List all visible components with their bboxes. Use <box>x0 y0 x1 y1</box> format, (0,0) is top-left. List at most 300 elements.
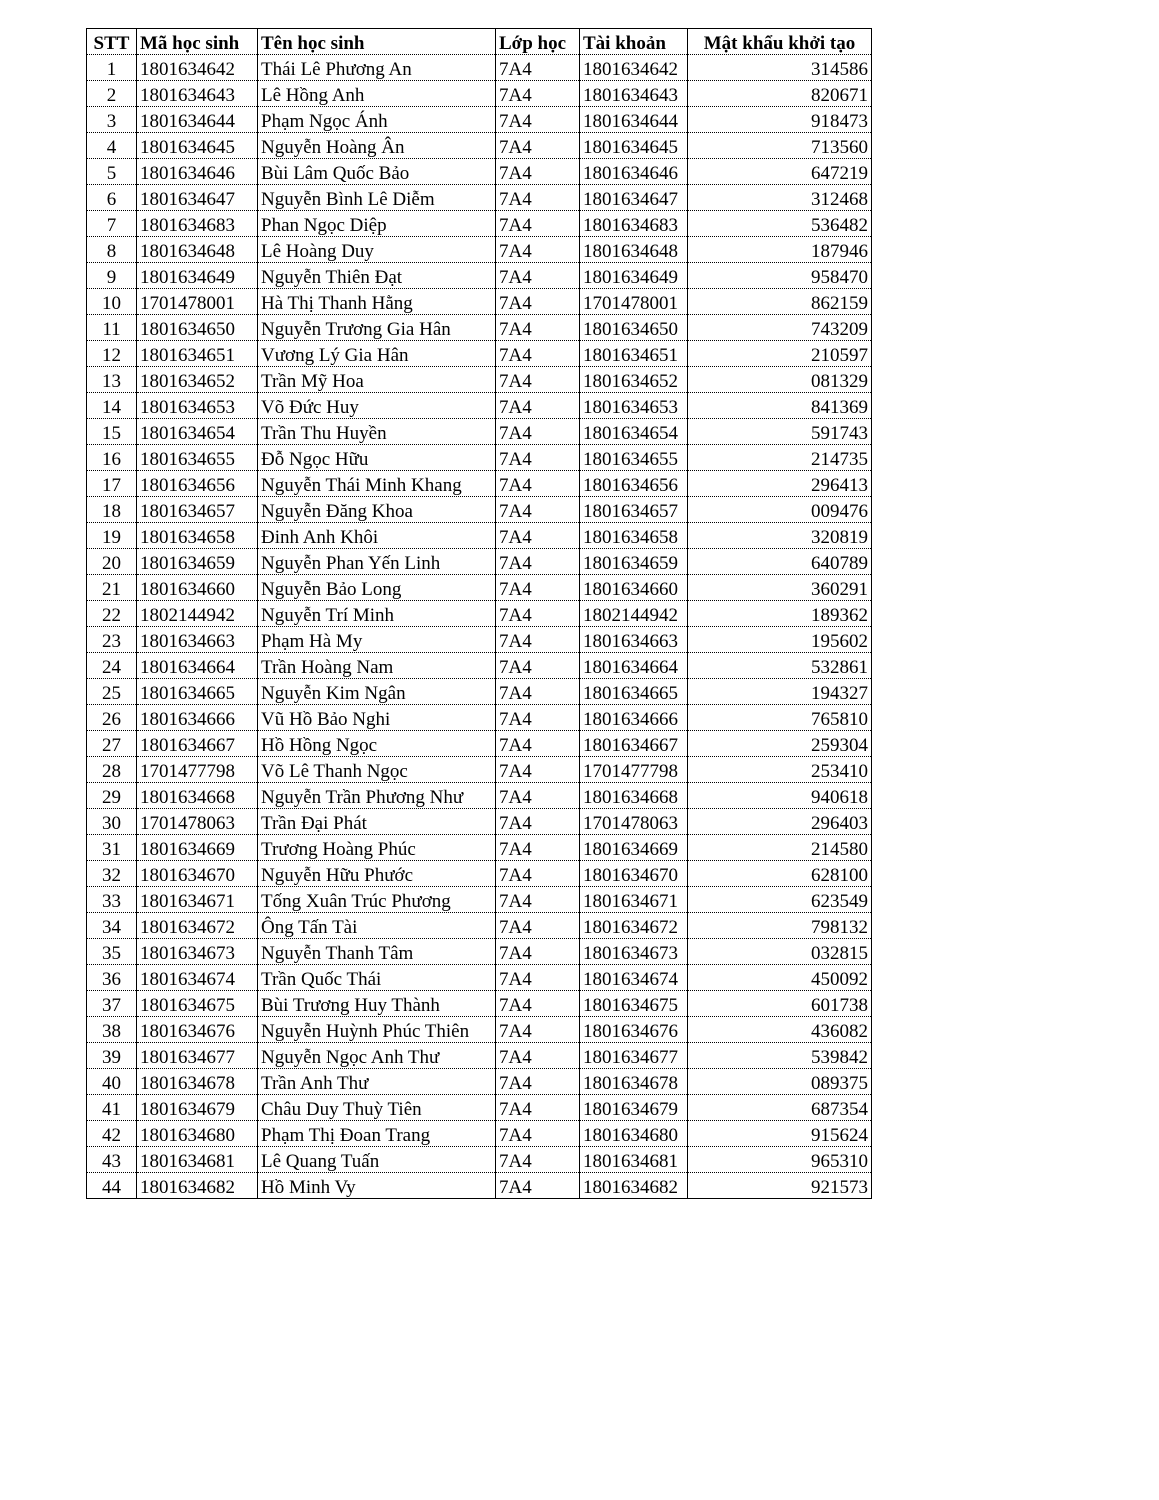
table-row <box>87 471 872 497</box>
cell-student-name: Lê Hoàng Duy <box>258 237 496 263</box>
cell-account: 1801634670 <box>580 861 688 887</box>
cell-student-id: 1801634655 <box>137 445 258 471</box>
cell-class: 7A4 <box>496 679 580 705</box>
cell-class: 7A4 <box>496 55 580 81</box>
cell-class: 7A4 <box>496 393 580 419</box>
cell-stt: 29 <box>87 783 137 809</box>
table-row <box>87 159 872 185</box>
cell-stt: 5 <box>87 159 137 185</box>
cell-class: 7A4 <box>496 471 580 497</box>
table-row <box>87 1017 872 1043</box>
cell-student-name: Hồ Minh Vy <box>258 1173 496 1199</box>
cell-student-id: 1801634682 <box>137 1173 258 1199</box>
cell-stt: 23 <box>87 627 137 653</box>
cell-account: 1701478001 <box>580 289 688 315</box>
table-row <box>87 1095 872 1121</box>
table-row <box>87 575 872 601</box>
cell-class: 7A4 <box>496 1121 580 1147</box>
cell-student-id: 1801634660 <box>137 575 258 601</box>
cell-student-id: 1801634653 <box>137 393 258 419</box>
cell-password: 958470 <box>688 263 872 289</box>
cell-class: 7A4 <box>496 887 580 913</box>
cell-student-id: 1802144942 <box>137 601 258 627</box>
cell-student-id: 1801634673 <box>137 939 258 965</box>
cell-class: 7A4 <box>496 523 580 549</box>
table-row <box>87 705 872 731</box>
cell-student-id: 1801634672 <box>137 913 258 939</box>
table-header <box>87 29 872 55</box>
cell-password: 314586 <box>688 55 872 81</box>
cell-student-id: 1801634659 <box>137 549 258 575</box>
cell-stt: 4 <box>87 133 137 159</box>
cell-account: 1801634664 <box>580 653 688 679</box>
cell-stt: 10 <box>87 289 137 315</box>
table-row <box>87 289 872 315</box>
cell-account: 1801634677 <box>580 1043 688 1069</box>
table-row <box>87 809 872 835</box>
table-row <box>87 55 872 81</box>
cell-student-name: Nguyễn Bảo Long <box>258 575 496 601</box>
cell-password: 965310 <box>688 1147 872 1173</box>
cell-student-id: 1801634645 <box>137 133 258 159</box>
cell-stt: 9 <box>87 263 137 289</box>
student-account-table <box>86 28 872 1199</box>
cell-password: 189362 <box>688 601 872 627</box>
header-account: Tài khoản <box>580 29 688 55</box>
cell-student-id: 1701478063 <box>137 809 258 835</box>
header-student-name: Tên học sinh <box>258 29 496 55</box>
header-class: Lớp học <box>496 29 580 55</box>
cell-stt: 3 <box>87 107 137 133</box>
cell-password: 640789 <box>688 549 872 575</box>
cell-password: 647219 <box>688 159 872 185</box>
table-row <box>87 679 872 705</box>
cell-account: 1801634678 <box>580 1069 688 1095</box>
table-row <box>87 939 872 965</box>
cell-student-name: Nguyễn Thái Minh Khang <box>258 471 496 497</box>
cell-stt: 14 <box>87 393 137 419</box>
table-row <box>87 913 872 939</box>
cell-stt: 16 <box>87 445 137 471</box>
cell-password: 089375 <box>688 1069 872 1095</box>
cell-student-name: Nguyễn Bình Lê Diễm <box>258 185 496 211</box>
cell-account: 1801634649 <box>580 263 688 289</box>
cell-password: 195602 <box>688 627 872 653</box>
cell-password: 539842 <box>688 1043 872 1069</box>
cell-student-name: Trần Thu Huyền <box>258 419 496 445</box>
cell-password: 210597 <box>688 341 872 367</box>
table-row <box>87 1121 872 1147</box>
cell-stt: 19 <box>87 523 137 549</box>
cell-stt: 44 <box>87 1173 137 1199</box>
cell-stt: 25 <box>87 679 137 705</box>
cell-password: 360291 <box>688 575 872 601</box>
cell-student-name: Phạm Ngọc Ánh <box>258 107 496 133</box>
cell-student-name: Đỗ Ngọc Hữu <box>258 445 496 471</box>
cell-student-name: Châu Duy Thuỳ Tiên <box>258 1095 496 1121</box>
cell-password: 628100 <box>688 861 872 887</box>
cell-account: 1801634658 <box>580 523 688 549</box>
cell-account: 1801634651 <box>580 341 688 367</box>
table-row <box>87 263 872 289</box>
cell-student-id: 1701478001 <box>137 289 258 315</box>
cell-class: 7A4 <box>496 861 580 887</box>
cell-class: 7A4 <box>496 1043 580 1069</box>
cell-student-id: 1801634650 <box>137 315 258 341</box>
cell-student-id: 1801634646 <box>137 159 258 185</box>
table-row <box>87 1173 872 1199</box>
cell-stt: 35 <box>87 939 137 965</box>
cell-password: 009476 <box>688 497 872 523</box>
cell-student-name: Nguyễn Trí Minh <box>258 601 496 627</box>
cell-password: 032815 <box>688 939 872 965</box>
cell-password: 687354 <box>688 1095 872 1121</box>
cell-class: 7A4 <box>496 315 580 341</box>
cell-stt: 33 <box>87 887 137 913</box>
cell-student-name: Vũ Hồ Bảo Nghi <box>258 705 496 731</box>
cell-account: 1801634645 <box>580 133 688 159</box>
table-row <box>87 731 872 757</box>
cell-stt: 7 <box>87 211 137 237</box>
cell-student-name: Nguyễn Trương Gia Hân <box>258 315 496 341</box>
cell-class: 7A4 <box>496 705 580 731</box>
cell-password: 450092 <box>688 965 872 991</box>
cell-stt: 15 <box>87 419 137 445</box>
cell-password: 918473 <box>688 107 872 133</box>
cell-password: 214580 <box>688 835 872 861</box>
cell-student-name: Bùi Trương Huy Thành <box>258 991 496 1017</box>
cell-student-id: 1801634678 <box>137 1069 258 1095</box>
table-row <box>87 965 872 991</box>
cell-class: 7A4 <box>496 237 580 263</box>
table-row <box>87 653 872 679</box>
cell-student-name: Nguyễn Thiên Đạt <box>258 263 496 289</box>
cell-account: 1801634656 <box>580 471 688 497</box>
cell-account: 1801634666 <box>580 705 688 731</box>
cell-student-id: 1801634657 <box>137 497 258 523</box>
cell-student-id: 1801634683 <box>137 211 258 237</box>
cell-stt: 32 <box>87 861 137 887</box>
cell-account: 1801634650 <box>580 315 688 341</box>
cell-account: 1801634647 <box>580 185 688 211</box>
cell-student-id: 1801634676 <box>137 1017 258 1043</box>
cell-account: 1801634659 <box>580 549 688 575</box>
cell-class: 7A4 <box>496 1095 580 1121</box>
cell-password: 436082 <box>688 1017 872 1043</box>
cell-account: 1802144942 <box>580 601 688 627</box>
cell-password: 081329 <box>688 367 872 393</box>
cell-stt: 2 <box>87 81 137 107</box>
table-row <box>87 887 872 913</box>
cell-password: 915624 <box>688 1121 872 1147</box>
cell-stt: 31 <box>87 835 137 861</box>
cell-student-name: Nguyễn Hoàng Ân <box>258 133 496 159</box>
cell-class: 7A4 <box>496 731 580 757</box>
cell-stt: 28 <box>87 757 137 783</box>
cell-stt: 22 <box>87 601 137 627</box>
cell-stt: 34 <box>87 913 137 939</box>
cell-stt: 27 <box>87 731 137 757</box>
cell-stt: 40 <box>87 1069 137 1095</box>
cell-student-name: Tống Xuân Trúc Phương <box>258 887 496 913</box>
cell-student-name: Bùi Lâm Quốc Bảo <box>258 159 496 185</box>
cell-password: 601738 <box>688 991 872 1017</box>
cell-account: 1801634654 <box>580 419 688 445</box>
cell-class: 7A4 <box>496 341 580 367</box>
cell-student-name: Vương Lý Gia Hân <box>258 341 496 367</box>
cell-stt: 13 <box>87 367 137 393</box>
cell-student-name: Phạm Thị Đoan Trang <box>258 1121 496 1147</box>
cell-stt: 6 <box>87 185 137 211</box>
cell-password: 312468 <box>688 185 872 211</box>
cell-stt: 42 <box>87 1121 137 1147</box>
cell-password: 743209 <box>688 315 872 341</box>
cell-account: 1701478063 <box>580 809 688 835</box>
cell-class: 7A4 <box>496 809 580 835</box>
cell-password: 765810 <box>688 705 872 731</box>
cell-class: 7A4 <box>496 159 580 185</box>
table-row <box>87 445 872 471</box>
cell-class: 7A4 <box>496 1017 580 1043</box>
header-row <box>87 29 872 55</box>
cell-student-id: 1801634654 <box>137 419 258 445</box>
cell-stt: 26 <box>87 705 137 731</box>
cell-class: 7A4 <box>496 445 580 471</box>
header-student-id: Mã học sinh <box>137 29 258 55</box>
cell-account: 1801634643 <box>580 81 688 107</box>
cell-stt: 38 <box>87 1017 137 1043</box>
cell-stt: 39 <box>87 1043 137 1069</box>
cell-class: 7A4 <box>496 289 580 315</box>
cell-student-id: 1801634648 <box>137 237 258 263</box>
cell-student-name: Trần Anh Thư <box>258 1069 496 1095</box>
cell-password: 921573 <box>688 1173 872 1199</box>
cell-student-id: 1801634656 <box>137 471 258 497</box>
cell-class: 7A4 <box>496 1147 580 1173</box>
cell-password: 532861 <box>688 653 872 679</box>
table-row <box>87 107 872 133</box>
cell-account: 1801634652 <box>580 367 688 393</box>
cell-student-id: 1801634651 <box>137 341 258 367</box>
cell-account: 1801634674 <box>580 965 688 991</box>
cell-account: 1801634683 <box>580 211 688 237</box>
table-row <box>87 185 872 211</box>
cell-student-id: 1801634666 <box>137 705 258 731</box>
cell-stt: 18 <box>87 497 137 523</box>
cell-student-id: 1801634681 <box>137 1147 258 1173</box>
cell-student-id: 1801634669 <box>137 835 258 861</box>
cell-student-name: Phạm Hà My <box>258 627 496 653</box>
cell-password: 187946 <box>688 237 872 263</box>
cell-password: 259304 <box>688 731 872 757</box>
cell-stt: 30 <box>87 809 137 835</box>
table-row <box>87 1043 872 1069</box>
cell-stt: 43 <box>87 1147 137 1173</box>
cell-student-name: Nguyễn Thanh Tâm <box>258 939 496 965</box>
cell-student-id: 1801634663 <box>137 627 258 653</box>
table-row <box>87 601 872 627</box>
cell-student-name: Nguyễn Trần Phương Như <box>258 783 496 809</box>
cell-student-name: Đinh Anh Khôi <box>258 523 496 549</box>
cell-student-name: Phan Ngọc Diệp <box>258 211 496 237</box>
cell-class: 7A4 <box>496 549 580 575</box>
cell-account: 1801634642 <box>580 55 688 81</box>
cell-password: 536482 <box>688 211 872 237</box>
cell-student-name: Trần Quốc Thái <box>258 965 496 991</box>
cell-student-id: 1801634649 <box>137 263 258 289</box>
cell-password: 296403 <box>688 809 872 835</box>
cell-student-name: Nguyễn Phan Yến Linh <box>258 549 496 575</box>
cell-password: 214735 <box>688 445 872 471</box>
cell-account: 1801634676 <box>580 1017 688 1043</box>
cell-stt: 17 <box>87 471 137 497</box>
cell-password: 798132 <box>688 913 872 939</box>
header-stt: STT <box>87 29 137 55</box>
cell-password: 820671 <box>688 81 872 107</box>
cell-class: 7A4 <box>496 367 580 393</box>
cell-class: 7A4 <box>496 185 580 211</box>
table-row <box>87 1147 872 1173</box>
table-row <box>87 393 872 419</box>
cell-class: 7A4 <box>496 81 580 107</box>
cell-account: 1801634653 <box>580 393 688 419</box>
table-row <box>87 315 872 341</box>
cell-class: 7A4 <box>496 133 580 159</box>
table-row <box>87 211 872 237</box>
cell-student-name: Lê Hồng Anh <box>258 81 496 107</box>
cell-student-id: 1801634677 <box>137 1043 258 1069</box>
cell-student-name: Hà Thị Thanh Hằng <box>258 289 496 315</box>
cell-student-id: 1801634674 <box>137 965 258 991</box>
cell-password: 713560 <box>688 133 872 159</box>
cell-student-name: Võ Đức Huy <box>258 393 496 419</box>
cell-class: 7A4 <box>496 913 580 939</box>
cell-student-name: Ông Tấn Tài <box>258 913 496 939</box>
cell-account: 1801634682 <box>580 1173 688 1199</box>
cell-account: 1801634655 <box>580 445 688 471</box>
cell-class: 7A4 <box>496 211 580 237</box>
cell-password: 320819 <box>688 523 872 549</box>
cell-student-name: Trương Hoàng Phúc <box>258 835 496 861</box>
table-row <box>87 81 872 107</box>
cell-student-id: 1801634665 <box>137 679 258 705</box>
table-row <box>87 523 872 549</box>
cell-class: 7A4 <box>496 757 580 783</box>
cell-class: 7A4 <box>496 107 580 133</box>
cell-student-name: Trần Hoàng Nam <box>258 653 496 679</box>
cell-student-id: 1801634667 <box>137 731 258 757</box>
cell-student-id: 1801634671 <box>137 887 258 913</box>
cell-class: 7A4 <box>496 939 580 965</box>
cell-stt: 8 <box>87 237 137 263</box>
cell-class: 7A4 <box>496 965 580 991</box>
cell-account: 1801634675 <box>580 991 688 1017</box>
cell-account: 1801634660 <box>580 575 688 601</box>
table-row <box>87 835 872 861</box>
cell-student-id: 1801634670 <box>137 861 258 887</box>
table-row <box>87 419 872 445</box>
cell-account: 1801634669 <box>580 835 688 861</box>
table-row <box>87 237 872 263</box>
cell-stt: 41 <box>87 1095 137 1121</box>
cell-account: 1801634644 <box>580 107 688 133</box>
cell-password: 940618 <box>688 783 872 809</box>
cell-account: 1801634673 <box>580 939 688 965</box>
cell-stt: 21 <box>87 575 137 601</box>
cell-password: 862159 <box>688 289 872 315</box>
cell-class: 7A4 <box>496 575 580 601</box>
cell-account: 1801634679 <box>580 1095 688 1121</box>
cell-student-name: Nguyễn Ngọc Anh Thư <box>258 1043 496 1069</box>
cell-student-name: Võ Lê Thanh Ngọc <box>258 757 496 783</box>
cell-account: 1801634665 <box>580 679 688 705</box>
table-row <box>87 861 872 887</box>
cell-class: 7A4 <box>496 627 580 653</box>
cell-account: 1801634672 <box>580 913 688 939</box>
table-row <box>87 497 872 523</box>
cell-student-name: Nguyễn Huỳnh Phúc Thiên <box>258 1017 496 1043</box>
cell-stt: 36 <box>87 965 137 991</box>
cell-stt: 20 <box>87 549 137 575</box>
cell-class: 7A4 <box>496 653 580 679</box>
cell-student-name: Trần Mỹ Hoa <box>258 367 496 393</box>
cell-account: 1801634681 <box>580 1147 688 1173</box>
cell-account: 1801634667 <box>580 731 688 757</box>
cell-class: 7A4 <box>496 263 580 289</box>
table-row <box>87 1069 872 1095</box>
cell-stt: 11 <box>87 315 137 341</box>
cell-class: 7A4 <box>496 601 580 627</box>
cell-student-id: 1801634658 <box>137 523 258 549</box>
table-row <box>87 627 872 653</box>
cell-class: 7A4 <box>496 419 580 445</box>
cell-student-id: 1801634675 <box>137 991 258 1017</box>
cell-account: 1801634663 <box>580 627 688 653</box>
cell-stt: 37 <box>87 991 137 1017</box>
cell-student-id: 1701477798 <box>137 757 258 783</box>
table-row <box>87 757 872 783</box>
cell-student-name: Hồ Hồng Ngọc <box>258 731 496 757</box>
cell-password: 841369 <box>688 393 872 419</box>
cell-account: 1801634646 <box>580 159 688 185</box>
cell-password: 194327 <box>688 679 872 705</box>
cell-student-id: 1801634652 <box>137 367 258 393</box>
cell-account: 1801634657 <box>580 497 688 523</box>
cell-password: 623549 <box>688 887 872 913</box>
cell-student-name: Thái Lê Phương An <box>258 55 496 81</box>
cell-stt: 12 <box>87 341 137 367</box>
cell-account: 1701477798 <box>580 757 688 783</box>
cell-account: 1801634648 <box>580 237 688 263</box>
cell-class: 7A4 <box>496 1173 580 1199</box>
cell-class: 7A4 <box>496 1069 580 1095</box>
cell-account: 1801634680 <box>580 1121 688 1147</box>
cell-account: 1801634671 <box>580 887 688 913</box>
cell-student-name: Nguyễn Hữu Phước <box>258 861 496 887</box>
cell-password: 296413 <box>688 471 872 497</box>
table-row <box>87 549 872 575</box>
cell-student-name: Trần Đại Phát <box>258 809 496 835</box>
cell-password: 253410 <box>688 757 872 783</box>
cell-student-id: 1801634644 <box>137 107 258 133</box>
cell-class: 7A4 <box>496 783 580 809</box>
cell-student-id: 1801634680 <box>137 1121 258 1147</box>
cell-student-id: 1801634679 <box>137 1095 258 1121</box>
cell-student-id: 1801634664 <box>137 653 258 679</box>
cell-student-name: Lê Quang Tuấn <box>258 1147 496 1173</box>
table-row <box>87 783 872 809</box>
cell-class: 7A4 <box>496 835 580 861</box>
